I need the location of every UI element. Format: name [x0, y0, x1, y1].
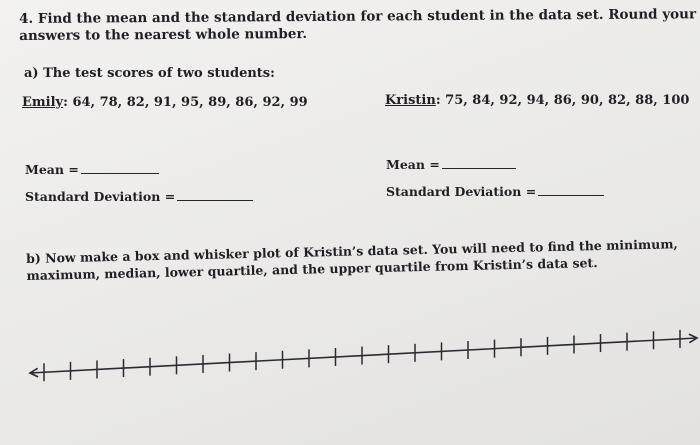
part-b-text: b) Now make a box and whisker plot of Kristin’s data set. You will need to find the minimum, maximum, median, lower quartile, and the upper quartile from Kristin’s data set. — [26, 236, 678, 283]
part-a-label: a) The test scores of two students: — [24, 66, 275, 81]
emily-sd-label: Standard Deviation = — [25, 189, 176, 204]
emily-score-list: 64, 78, 82, 91, 95, 89, 86, 92, 99 — [67, 95, 308, 110]
emily-name-colon: : — [63, 95, 68, 110]
number-line-group — [30, 330, 697, 381]
kristin-name-colon: : — [435, 93, 441, 108]
number-line-axis — [30, 338, 697, 373]
emily-mean-label: Mean = — [25, 162, 79, 177]
kristin-sd-label: Standard Deviation = — [386, 184, 537, 199]
emily-name: Emily — [22, 95, 64, 110]
kristin-mean-label: Mean = — [386, 157, 440, 172]
kristin-name: Kristin — [385, 93, 436, 108]
kristin-score-list: 75, 84, 92, 94, 86, 90, 82, 88, 100 — [440, 93, 690, 108]
question-heading: 4. Find the mean and the standard deviation for each student in the data set. Round your answers to the nearest whole number. — [19, 6, 697, 44]
